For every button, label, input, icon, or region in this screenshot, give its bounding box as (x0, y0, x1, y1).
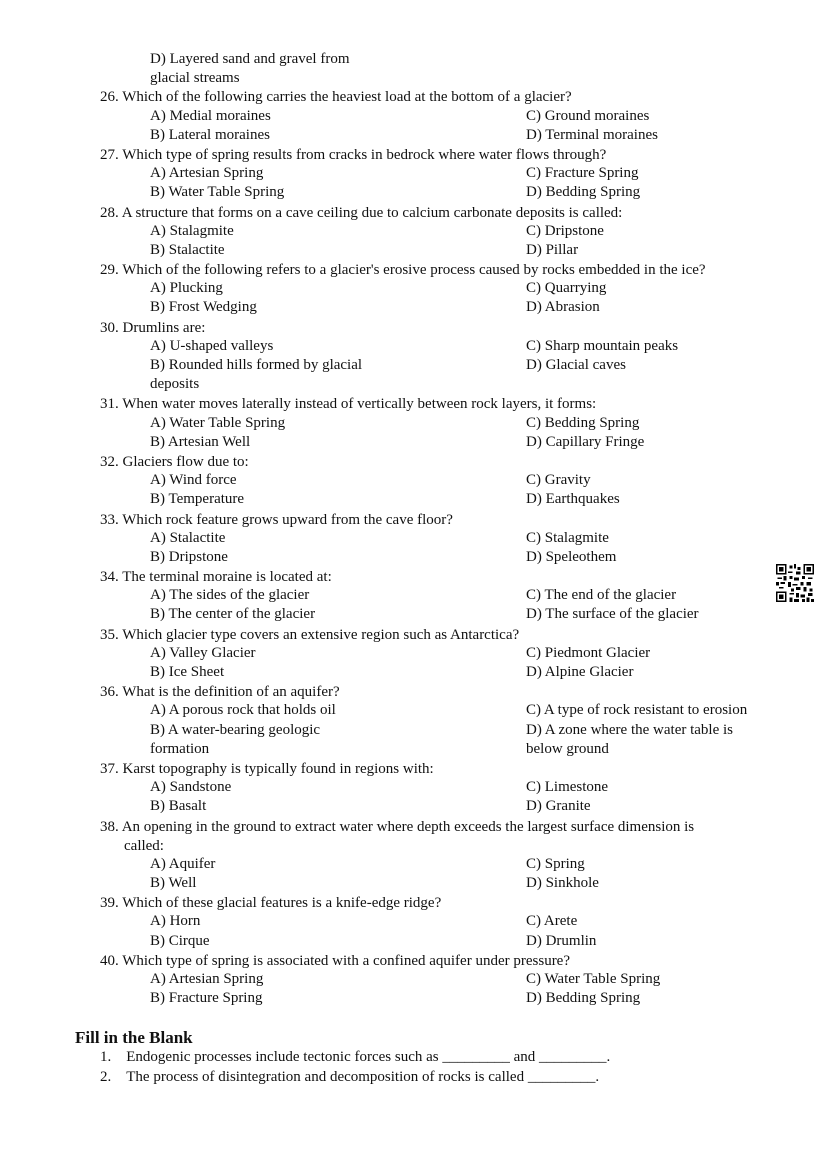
question-text: Karst topography is typically found in regions with: (122, 760, 434, 777)
question-number: 37. (100, 760, 119, 777)
question-item (0, 319, 827, 396)
question-stem (0, 568, 827, 587)
question-stem (0, 683, 827, 702)
question-stem (0, 626, 827, 645)
question-text: Which of the following refers to a glacier's erosive process caused by rocks embedded in the ice? (122, 262, 706, 279)
option-row (0, 933, 827, 952)
fill-item-number: 2. (100, 1069, 112, 1085)
question-number: 33. (100, 511, 119, 528)
answer-option: D) A zone where the water table is (526, 721, 734, 738)
question-stem (0, 453, 827, 472)
answer-option: B) Temperature (150, 491, 245, 508)
question-item (0, 204, 827, 262)
answer-option: A) Horn (150, 913, 201, 930)
question-text: Which of these glacial features is a knife-edge ridge? (122, 895, 442, 912)
option-row (0, 971, 827, 990)
answer-option: D) Earthquakes (526, 491, 620, 508)
answer-option: D) Sinkhole (526, 875, 599, 892)
answer-option: B) Cirque (150, 932, 210, 949)
answer-option: C) Bedding Spring (526, 414, 640, 431)
question-text: Which glacier type covers an extensive region such as Antarctica? (122, 626, 520, 643)
question-text: When water moves laterally instead of vertically between rock layers, it forms: (122, 396, 597, 413)
answer-option: B) Artesian Well (150, 433, 251, 450)
question-stem (0, 146, 827, 165)
question-text: An opening in the ground to extract water where depth exceeds the largest surface dimension is (121, 818, 695, 835)
answer-option: D) Capillary Fringe (526, 433, 645, 450)
question-number: 36. (100, 684, 119, 701)
answer-option: B) Rounded hills formed by glacial (150, 357, 363, 373)
question-number: 34. (100, 569, 119, 586)
continuation-line: glacial streams (150, 70, 240, 87)
question-number: 35. (100, 626, 119, 643)
answer-option: C) Dripstone (526, 222, 604, 239)
option-row (0, 165, 827, 184)
answer-option: C) Gravity (526, 472, 591, 489)
question-stem (0, 88, 827, 107)
answer-option: A) Wind force (150, 472, 237, 489)
option-continuation-row (0, 741, 827, 760)
question-number: 40. (100, 952, 119, 969)
answer-option: A) A porous rock that holds oil (150, 702, 336, 719)
answer-option: D) Abrasion (526, 299, 600, 316)
option-row (0, 242, 827, 261)
answer-option: A) Artesian Spring (150, 971, 264, 987)
answer-option: C) Arete (526, 913, 578, 930)
answer-option: D) Glacial caves (526, 357, 626, 373)
question-number: 28. (100, 204, 119, 221)
question-item (0, 952, 827, 1010)
fill-item-number: 1. (100, 1049, 112, 1065)
question-item (0, 683, 827, 760)
fill-in-blank-heading: Fill in the Blank (75, 1028, 193, 1047)
answer-option: A) Stalagmite (150, 222, 234, 239)
question-number: 30. (100, 319, 119, 336)
answer-option: D) Alpine Glacier (526, 664, 634, 680)
answer-option: B) Basalt (150, 798, 207, 815)
option-row (0, 606, 827, 625)
option-continuation: below ground (526, 740, 609, 757)
question-item (0, 568, 827, 626)
option-row (0, 856, 827, 875)
answer-option: D) Pillar (526, 241, 579, 258)
option-row (0, 223, 827, 242)
question-stem (0, 894, 827, 913)
answer-option: B) Stalactite (150, 241, 225, 258)
question-text: What is the definition of an aquifer? (122, 684, 340, 701)
answer-option: A) Artesian Spring (150, 165, 264, 182)
answer-option: D) Speleothem (526, 548, 617, 565)
fill-item (100, 1069, 599, 1086)
question-stem (0, 818, 827, 837)
question-item (0, 760, 827, 818)
question-item (0, 146, 827, 204)
answer-option: C) Fracture Spring (526, 165, 639, 182)
answer-option: A) Plucking (150, 280, 223, 297)
answer-option: C) Sharp mountain peaks (526, 337, 679, 354)
option-row (0, 108, 827, 127)
fill-item-text: Endogenic processes include tectonic forces such as _________ and _________. (126, 1049, 611, 1065)
answer-option: C) Water Table Spring (526, 971, 661, 987)
option-row (0, 184, 827, 203)
answer-option: B) Dripstone (150, 548, 228, 565)
questions-container (0, 88, 827, 1009)
question-text: Which rock feature grows upward from the cave floor? (122, 511, 453, 528)
question-item (0, 894, 827, 952)
question-item (0, 261, 827, 319)
option-row (0, 587, 827, 606)
option-row (0, 434, 827, 453)
option-row (0, 530, 827, 549)
continuation-line: D) Layered sand and gravel from (150, 51, 350, 67)
question-number: 39. (100, 895, 119, 912)
question-text-continued: called: (124, 837, 164, 854)
answer-option: C) The end of the glacier (526, 587, 677, 604)
question-item (0, 818, 827, 895)
question-stem (0, 952, 827, 971)
question-list (0, 50, 827, 1009)
question-item (0, 88, 827, 146)
answer-option: C) Quarrying (526, 280, 607, 297)
answer-option: B) Fracture Spring (150, 990, 263, 1007)
question-item (0, 395, 827, 453)
question-stem (0, 319, 827, 338)
option-continuation: formation (150, 740, 210, 757)
option-row (0, 338, 827, 357)
question-text: Glaciers flow due to: (122, 453, 249, 470)
question-item (0, 453, 827, 511)
answer-option: A) Medial moraines (150, 107, 271, 124)
answer-option: B) A water-bearing geologic (150, 721, 321, 738)
option-row (0, 415, 827, 434)
question-text: The terminal moraine is located at: (122, 569, 332, 586)
question-number: 27. (100, 146, 119, 163)
answer-option: B) Well (150, 875, 197, 892)
question-text: A structure that forms on a cave ceiling due to calcium carbonate deposits is called: (121, 204, 623, 221)
answer-option: A) Aquifer (150, 855, 216, 872)
answer-option: C) A type of rock resistant to erosion (526, 702, 748, 719)
answer-option: A) Stalactite (150, 529, 226, 546)
answer-option: A) Sandstone (150, 779, 232, 796)
answer-option: D) Drumlin (526, 932, 597, 949)
question-number: 38. (100, 818, 119, 835)
answer-option: B) The center of the glacier (150, 606, 316, 623)
question-number: 32. (100, 453, 119, 470)
qr-code-icon[interactable] (776, 564, 814, 602)
option-row (0, 779, 827, 798)
answer-option: C) Stalagmite (526, 529, 609, 546)
option-row (0, 798, 827, 817)
option-row (0, 280, 827, 299)
question-text: Which type of spring is associated with a confined aquifer under pressure? (122, 952, 571, 969)
answer-option: D) Bedding Spring (526, 184, 641, 201)
question-stem (0, 395, 827, 414)
answer-option: A) Water Table Spring (150, 414, 286, 431)
question-item (0, 626, 827, 684)
answer-option: A) U-shaped valleys (150, 337, 274, 354)
answer-option: C) Piedmont Glacier (526, 644, 651, 661)
question-number: 29. (100, 262, 119, 279)
option-row (0, 913, 827, 932)
answer-option: A) The sides of the glacier (150, 587, 310, 604)
option-continuation: deposits (150, 376, 200, 393)
answer-option: C) Limestone (526, 779, 609, 796)
question-number: 26. (100, 89, 119, 106)
answer-option: B) Ice Sheet (150, 664, 225, 680)
question-item (0, 511, 827, 569)
question-stem (0, 204, 827, 223)
fill-item (100, 1049, 610, 1066)
option-row (0, 472, 827, 491)
answer-option: A) Valley Glacier (150, 644, 256, 661)
option-row (0, 357, 827, 376)
answer-option: D) Bedding Spring (526, 990, 641, 1007)
answer-option: B) Water Table Spring (150, 184, 285, 201)
option-row (0, 990, 827, 1009)
answer-option: B) Frost Wedging (150, 299, 257, 316)
option-row (0, 491, 827, 510)
fill-item-text: The process of disintegration and decomposition of rocks is called _________. (126, 1069, 600, 1085)
answer-option: C) Spring (526, 855, 585, 872)
question-text: Which type of spring results from cracks in bedrock where water flows through? (122, 146, 607, 163)
answer-option: D) The surface of the glacier (526, 606, 699, 623)
question-text: Which of the following carries the heaviest load at the bottom of a glacier? (122, 89, 572, 106)
option-row (0, 549, 827, 568)
answer-option: B) Lateral moraines (150, 126, 270, 143)
question-stem (0, 760, 827, 779)
question-text: Drumlins are: (122, 319, 206, 336)
question-stem (0, 511, 827, 530)
option-row (0, 702, 827, 721)
option-continuation-row (0, 376, 827, 395)
answer-option: C) Ground moraines (526, 107, 650, 124)
option-row (0, 875, 827, 894)
option-row (0, 299, 827, 318)
option-row (0, 664, 827, 683)
answer-option: D) Terminal moraines (526, 126, 658, 143)
question-number: 31. (100, 396, 119, 413)
option-row (0, 645, 827, 664)
answer-option: D) Granite (526, 798, 591, 815)
question-stem (0, 261, 827, 280)
option-row (0, 127, 827, 146)
option-row (0, 722, 827, 741)
